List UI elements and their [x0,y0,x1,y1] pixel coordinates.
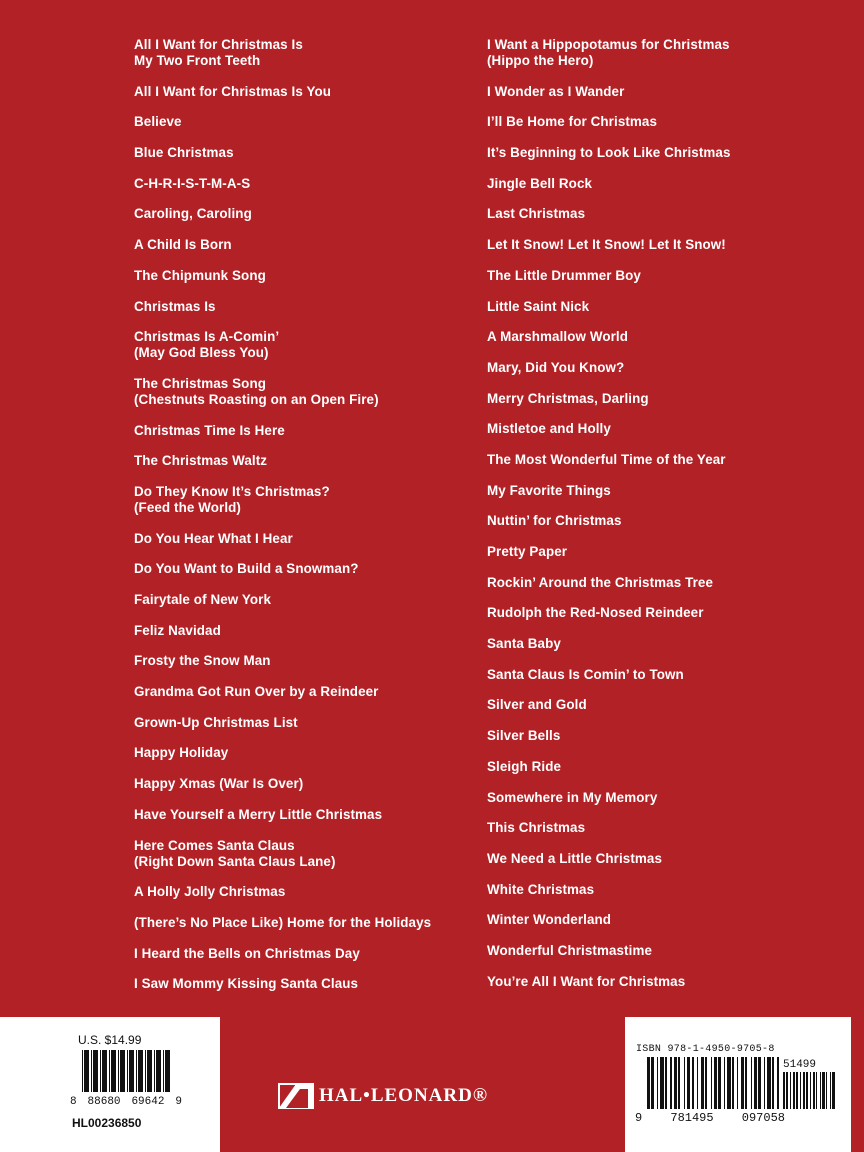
song-title: (There’s No Place Like) Home for the Holidays [134,914,432,930]
upc-digits [70,1096,182,1108]
song-title: Merry Christmas, Darling [487,390,649,406]
song-title: Christmas Is [134,298,216,314]
song-title: Happy Xmas (War Is Over) [134,776,304,792]
song-title: Grandma Got Run Over by a Reindeer [134,684,379,700]
song-title: Caroling, Caroling [134,206,252,222]
isbn-barcode-panel [625,1017,851,1152]
song-title: Last Christmas [487,206,586,222]
song-title: Mistletoe and Holly [487,421,611,437]
song-list-left [134,37,469,1007]
song-title: Fairytale of New York [134,592,272,607]
song-title: Wonderful Christmastime [487,942,652,958]
isbn-addon-digits: 51499 [783,1059,817,1071]
song-title: Santa Claus Is Comin’ to Town [487,666,684,682]
price-barcode-panel [0,1017,220,1152]
upc-digit-group: 88680 [87,1096,121,1108]
hal-leonard-logo-icon [278,1083,314,1109]
song-title: My Favorite Things [487,482,611,498]
song-title: Pretty Paper [487,544,568,559]
song-title: We Need a Little Christmas [487,850,662,866]
song-title: A Child Is Born [134,237,232,253]
song-title: The Christmas Waltz [134,453,268,469]
price-label: U.S. $14.99 [78,1033,142,1047]
addon-barcode [783,1072,835,1109]
ean-digit-group: 097058 [741,1111,785,1125]
song-title: Mary, Did You Know? [487,359,625,375]
song-title: Let It Snow! Let It Snow! Let It Snow! [487,237,726,253]
upc-digit-group: 69642 [131,1096,165,1108]
song-title: C-H-R-I-S-T-M-A-S [134,175,251,191]
song-title: Feliz Navidad [134,622,221,638]
song-title: Santa Baby [487,636,561,652]
song-title: The Most Wonderful Time of the Year [487,451,726,467]
ean-barcode [647,1057,779,1109]
song-title: Nuttin’ for Christmas [487,513,622,529]
song-title: I Wonder as I Wander [487,83,625,99]
song-title: Grown-Up Christmas List [134,714,298,730]
song-title: All I Want for Christmas Is You [134,83,332,99]
song-title: Frosty the Snow Man [134,653,271,669]
song-title: Blue Christmas [134,145,234,161]
upc-barcode [82,1050,170,1092]
song-title: I Heard the Bells on Christmas Day [134,945,360,961]
song-title: Here Comes Santa Claus (Right Down Santa Claus Lane) [134,837,336,869]
song-title: Somewhere in My Memory [487,789,658,805]
song-title: Silver Bells [487,728,561,744]
item-code: HL00236850 [72,1116,142,1130]
song-title: Rockin’ Around the Christmas Tree [487,574,714,590]
song-title: Happy Holiday [134,745,229,761]
song-title: Silver and Gold [487,697,587,713]
song-title: You’re All I Want for Christmas [487,973,686,989]
song-title: I Saw Mommy Kissing Santa Claus [134,976,359,992]
song-title: Have Yourself a Merry Little Christmas [134,806,383,822]
song-title: Do They Know It’s Christmas? (Feed the World) [134,483,330,515]
song-title: Do You Hear What I Hear [134,530,293,546]
song-title: Believe [134,114,182,130]
upc-digit-group: 8 [70,1096,77,1108]
song-title: The Chipmunk Song [134,267,266,283]
song-title: Christmas Is A-Comin’ (May God Bless You) [134,329,280,361]
song-title: It’s Beginning to Look Like Christmas [487,145,731,161]
ean-digits [635,1111,785,1125]
song-title: A Marshmallow World [487,329,629,345]
song-list-right [487,37,837,1004]
song-title: All I Want for Christmas Is My Two Front Teeth [134,37,303,68]
song-title: White Christmas [487,881,595,897]
song-title: A Holly Jolly Christmas [134,884,286,900]
song-title: Winter Wonderland [487,912,612,928]
song-title: Jingle Bell Rock [487,175,593,191]
publisher-mark [278,1083,488,1109]
song-title: Christmas Time Is Here [134,422,285,438]
song-title: Rudolph the Red-Nosed Reindeer [487,605,704,621]
publisher-name: HAL•LEONARD® [319,1085,489,1106]
song-title: The Little Drummer Boy [487,267,641,283]
ean-digit-group: 9 [635,1111,643,1125]
song-title: Sleigh Ride [487,758,562,774]
ean-digit-group: 781495 [670,1111,714,1125]
upc-digit-group: 9 [175,1096,182,1108]
isbn-label: ISBN 978-1-4950-9705-8 [636,1044,775,1055]
song-title: This Christmas [487,820,586,836]
song-title: Little Saint Nick [487,298,590,314]
song-title: The Christmas Song (Chestnuts Roasting on an Open Fire) [134,375,379,407]
song-title: I’ll Be Home for Christmas [487,114,658,130]
song-title: I Want a Hippopotamus for Christmas (Hippo the Hero) [487,37,730,68]
song-title: Do You Want to Build a Snowman? [134,561,359,577]
